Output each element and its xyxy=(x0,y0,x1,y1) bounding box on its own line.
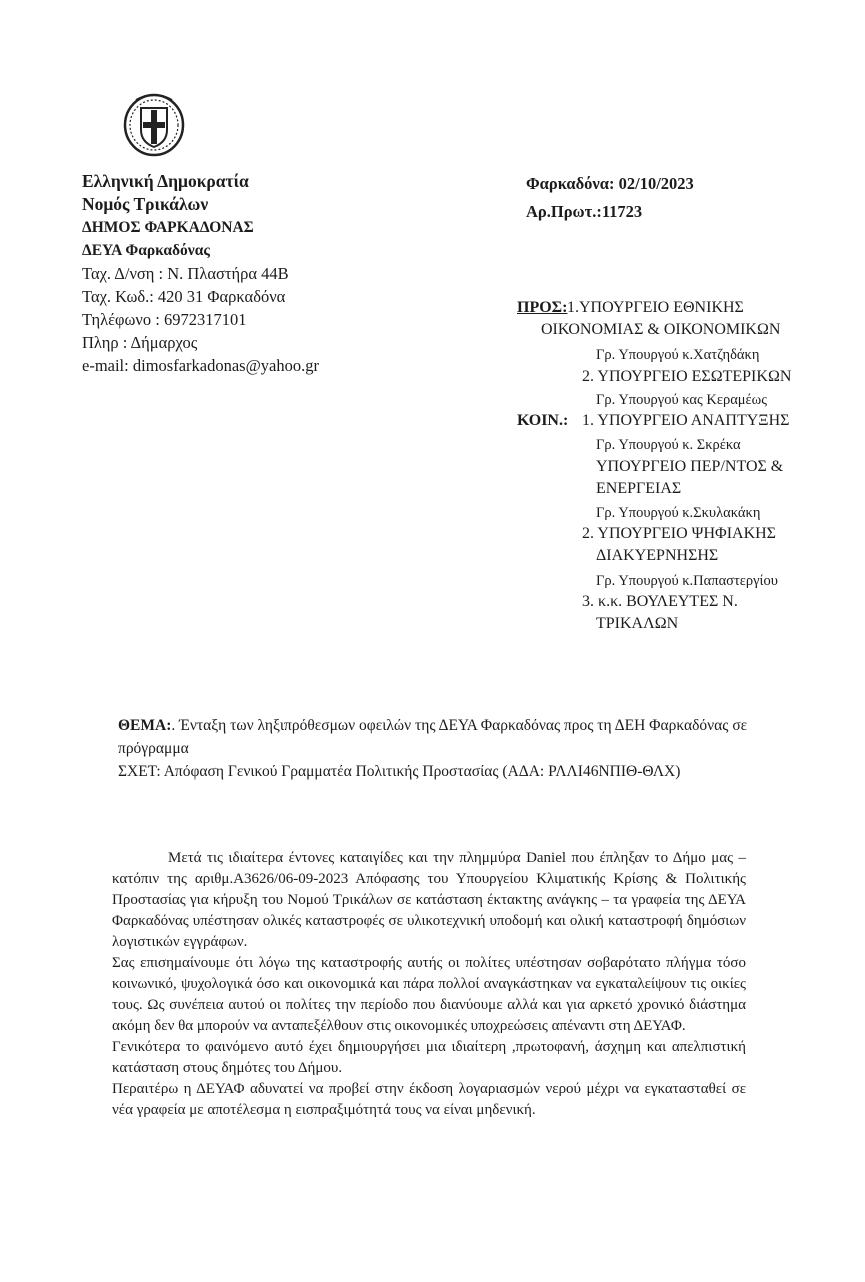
body-paragraph-2: Σας επισημαίνουμε ότι λόγω της καταστροφής αυτής οι πολίτες υπέστησαν σοβαρότατο πλήγμα τόσο κοινωνικό, ψυχολογικά όσο και οικονομικά και πάρα πολλοί αναγκάστηκαν να εγκαταλείψουν τις οικίες τους. Ως συνέπεια αυτού οι πολίτες την περίοδο που διανύουμε αλλά και για αρκετό χρονικό διάστημα ακόμη δεν θα μπορούν να ανταπεξέλθουν στις οικονομικές υποχρεώσεις απέναντι στη ΔΕΥΑΦ. xyxy=(112,955,746,1034)
subject-label: ΘΕΜΑ: xyxy=(118,717,172,734)
cc-recipient-1b: ΥΠΟΥΡΓΕΙΟ ΠΕΡ/ΝΤΟΣ & xyxy=(596,458,784,475)
cc-recipient-1: 1. ΥΠΟΥΡΓΕΙΟ ΑΝΑΠΤΥΞΗΣ xyxy=(582,412,790,429)
sender-prefecture: Νομός Τρικάλων xyxy=(82,194,209,214)
sender-municipality: ΔΗΜΟΣ ΦΑΡΚΑΔΟΝΑΣ xyxy=(82,219,254,236)
sender-address: Ταχ. Δ/νση : Ν. Πλαστήρα 44Β xyxy=(82,264,289,283)
cc-recipient-2: 2. ΥΠΟΥΡΓΕΙΟ ΨΗΦΙΑΚΗΣ xyxy=(582,525,776,542)
sender-email: e-mail: dimosfarkadonas@yahoo.gr xyxy=(82,356,319,375)
document-date: Φαρκαδόνα: 02/10/2023 xyxy=(526,174,694,193)
subject-block xyxy=(118,714,758,783)
cc-recipient-3-cont: ΤΡΙΚΑΛΩΝ xyxy=(596,615,679,632)
sender-phone: Τηλέφωνο : 6972317101 xyxy=(82,310,247,329)
to-recipient-1-office: Γρ. Υπουργού κ.Χατζηδάκη xyxy=(596,347,760,363)
sender-postcode: Ταχ. Κωδ.: 420 31 Φαρκαδόνα xyxy=(82,287,286,306)
sender-utility: ΔΕΥΑ Φαρκαδόνας xyxy=(82,242,210,259)
document-meta xyxy=(526,170,694,226)
to-recipient-1: 1.ΥΠΟΥΡΓΕΙΟ ΕΘΝΙΚΗΣ xyxy=(567,299,744,316)
sender-info: Πληρ : Δήμαρχος xyxy=(82,333,198,352)
cc-recipient-1-office: Γρ. Υπουργού κ. Σκρέκα xyxy=(596,437,741,453)
to-label: ΠΡΟΣ: xyxy=(517,299,568,316)
cc-recipient-1b-office: Γρ. Υπουργού κ.Σκυλακάκη xyxy=(596,505,761,521)
to-recipient-2: 2. ΥΠΟΥΡΓΕΙΟ ΕΣΩΤΕΡΙΚΩΝ xyxy=(582,368,792,385)
cc-recipient-3: 3. κ.κ. ΒΟΥΛΕΥΤΕΣ Ν. xyxy=(582,593,738,610)
body-paragraph-4: Περαιτέρω η ΔΕΥΑΦ αδυνατεί να προβεί στην έκδοση λογαριασμών νερού μέχρι να εγκατασταθεί σε νέα γραφεία με αποτέλεσμα η εισπραξιμότητά τους να είναι μηδενική. xyxy=(112,1081,746,1118)
cc-recipient-2-office: Γρ. Υπουργού κ.Παπαστεργίου xyxy=(596,573,778,589)
cc-label: ΚΟΙΝ.: xyxy=(517,412,569,429)
body-paragraph-3: Γενικότερα το φαινόμενο αυτό έχει δημιουργήσει μια ιδιαίτερη ,πρωτοφανή, άσχημη και απελπιστική κατάσταση στους δημότες του Δήμου. xyxy=(112,1039,746,1076)
to-recipient-2-office: Γρ. Υπουργού κας Κεραμέως xyxy=(596,392,767,408)
reference-line: ΣΧΕΤ: Απόφαση Γενικού Γραμματέα Πολιτικής Προστασίας (ΑΔΑ: ΡΛΛΙ46ΝΠΙΘ-ΘΛΧ) xyxy=(118,763,681,780)
cc-recipient-1b-cont: ΕΝΕΡΓΕΙΑΣ xyxy=(596,480,682,497)
body-paragraph-1: Μετά τις ιδιαίτερα έντονες καταιγίδες και την πλημμύρα Daniel που έπληξαν το Δήμο μας – κατόπιν της αριθμ.Α3626/06-09-2023 Απόφασης του Υπουργείου Κλιματικής Κρίσης & Πολιτικής Προστασίας για κήρυξη του Νομού Τρικάλων σε κατάσταση έκτακτης ανάγκης – τα γραφεία της ΔΕΥΑ Φαρκαδόνας υπέστησαν ολικές καταστροφές σε υλικοτεχνική υποδομή και ολική καταστροφή δημόσιων λογιστικών εγγράφων. xyxy=(112,850,746,950)
subject-line xyxy=(118,714,758,760)
subject-text: . Ένταξη των ληξιπρόθεσμων οφειλών της ΔΕΥΑ Φαρκαδόνας προς τη ΔΕΗ Φαρκαδόνας σε πρόγραμμα xyxy=(118,717,748,757)
letter-body xyxy=(112,848,746,1121)
sender-block xyxy=(82,170,319,377)
to-recipient-1-cont: ΟΙΚΟΝΟΜΙΑΣ & ΟΙΚΟΝΟΜΙΚΩΝ xyxy=(541,321,781,338)
cc-recipient-2-cont: ΔΙΑΚΥΕΡΝΗΣΗΣ xyxy=(596,547,719,564)
greek-coat-of-arms-emblem xyxy=(122,92,186,158)
protocol-number: Αρ.Πρωτ.:11723 xyxy=(526,202,643,221)
sender-state: Ελληνική Δημοκρατία xyxy=(82,171,249,191)
